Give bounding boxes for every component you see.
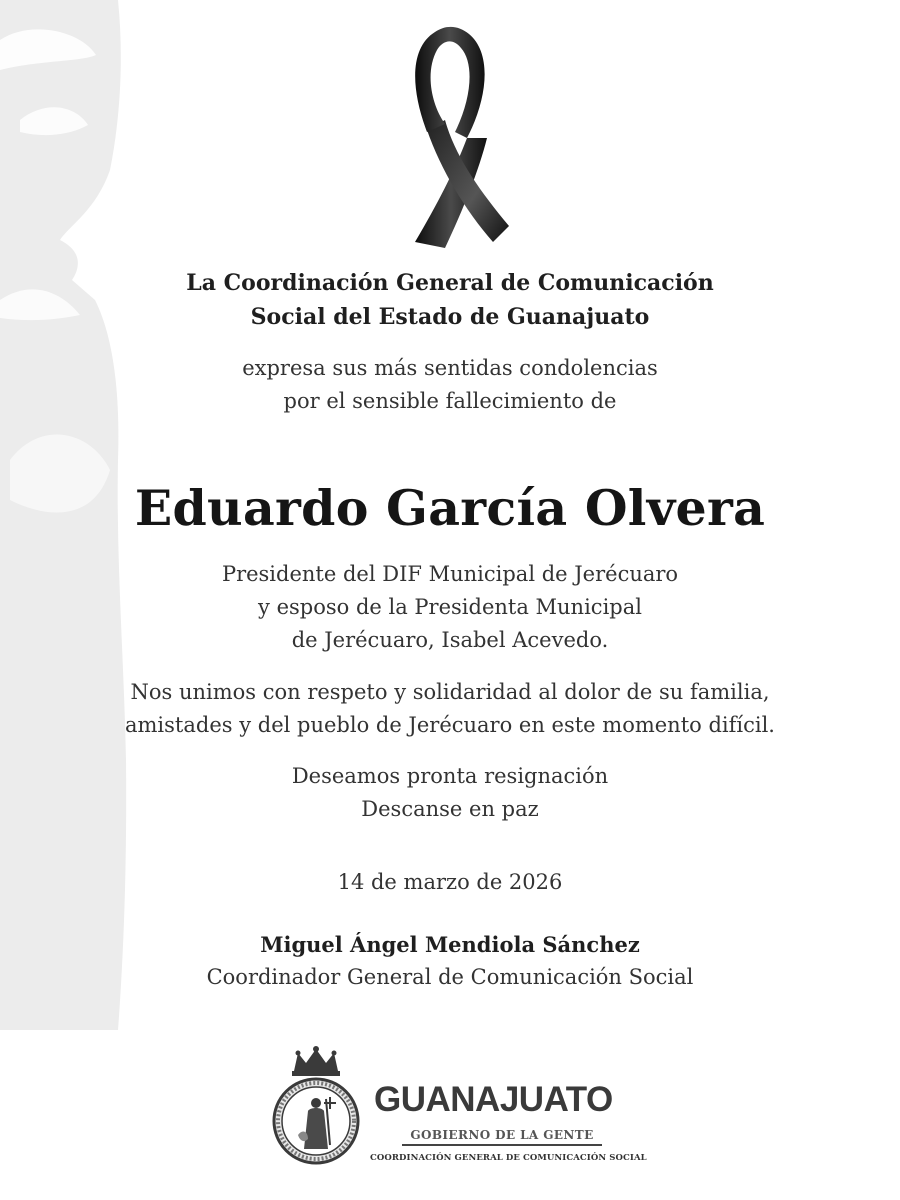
signer-role: Coordinador General de Comunicación Social	[206, 965, 694, 989]
org-line-2: Social del Estado de Guanajuato	[250, 304, 650, 330]
logo-wordmark: GUANAJUATO	[374, 1080, 613, 1119]
signer-name: Miguel Ángel Mendiola Sánchez	[260, 932, 640, 957]
notice-date: 14 de marzo de 2026	[337, 870, 563, 894]
condolence-line-1: expresa sus más sentidas condolencias	[242, 356, 658, 380]
wishes-line-1: Deseamos pronta resignación	[291, 764, 609, 788]
wishes-line-2: Descanse en paz	[361, 797, 539, 821]
mourning-ribbon-icon	[375, 20, 525, 250]
solidarity-message	[0, 676, 900, 742]
state-seal-icon	[268, 1045, 364, 1165]
condolence-text	[0, 352, 900, 418]
deceased-name: Eduardo García Olvera	[134, 479, 766, 537]
deceased-description	[0, 558, 900, 657]
description-line-1: Presidente del DIF Municipal de Jerécuaro	[221, 562, 679, 586]
solidarity-line-1: Nos unimos con respeto y solidaridad al dolor de su familia,	[130, 680, 770, 704]
description-line-3: de Jerécuaro, Isabel Acevedo.	[291, 628, 609, 652]
logo-coordination: COORDINACIÓN GENERAL DE COMUNICACIÓN SOCIAL	[370, 1153, 647, 1163]
logo-tagline: GOBIERNO DE LA GENTE	[410, 1128, 594, 1142]
wishes-message	[0, 760, 900, 826]
condolence-line-2: por el sensible fallecimiento de	[283, 389, 617, 413]
solidarity-line-2: amistades y del pueblo de Jerécuaro en este momento difícil.	[125, 713, 775, 737]
org-line-1: La Coordinación General de Comunicación	[186, 270, 714, 296]
description-line-2: y esposo de la Presidenta Municipal	[258, 595, 642, 619]
organization-heading	[0, 266, 900, 334]
logo-divider	[402, 1144, 602, 1146]
